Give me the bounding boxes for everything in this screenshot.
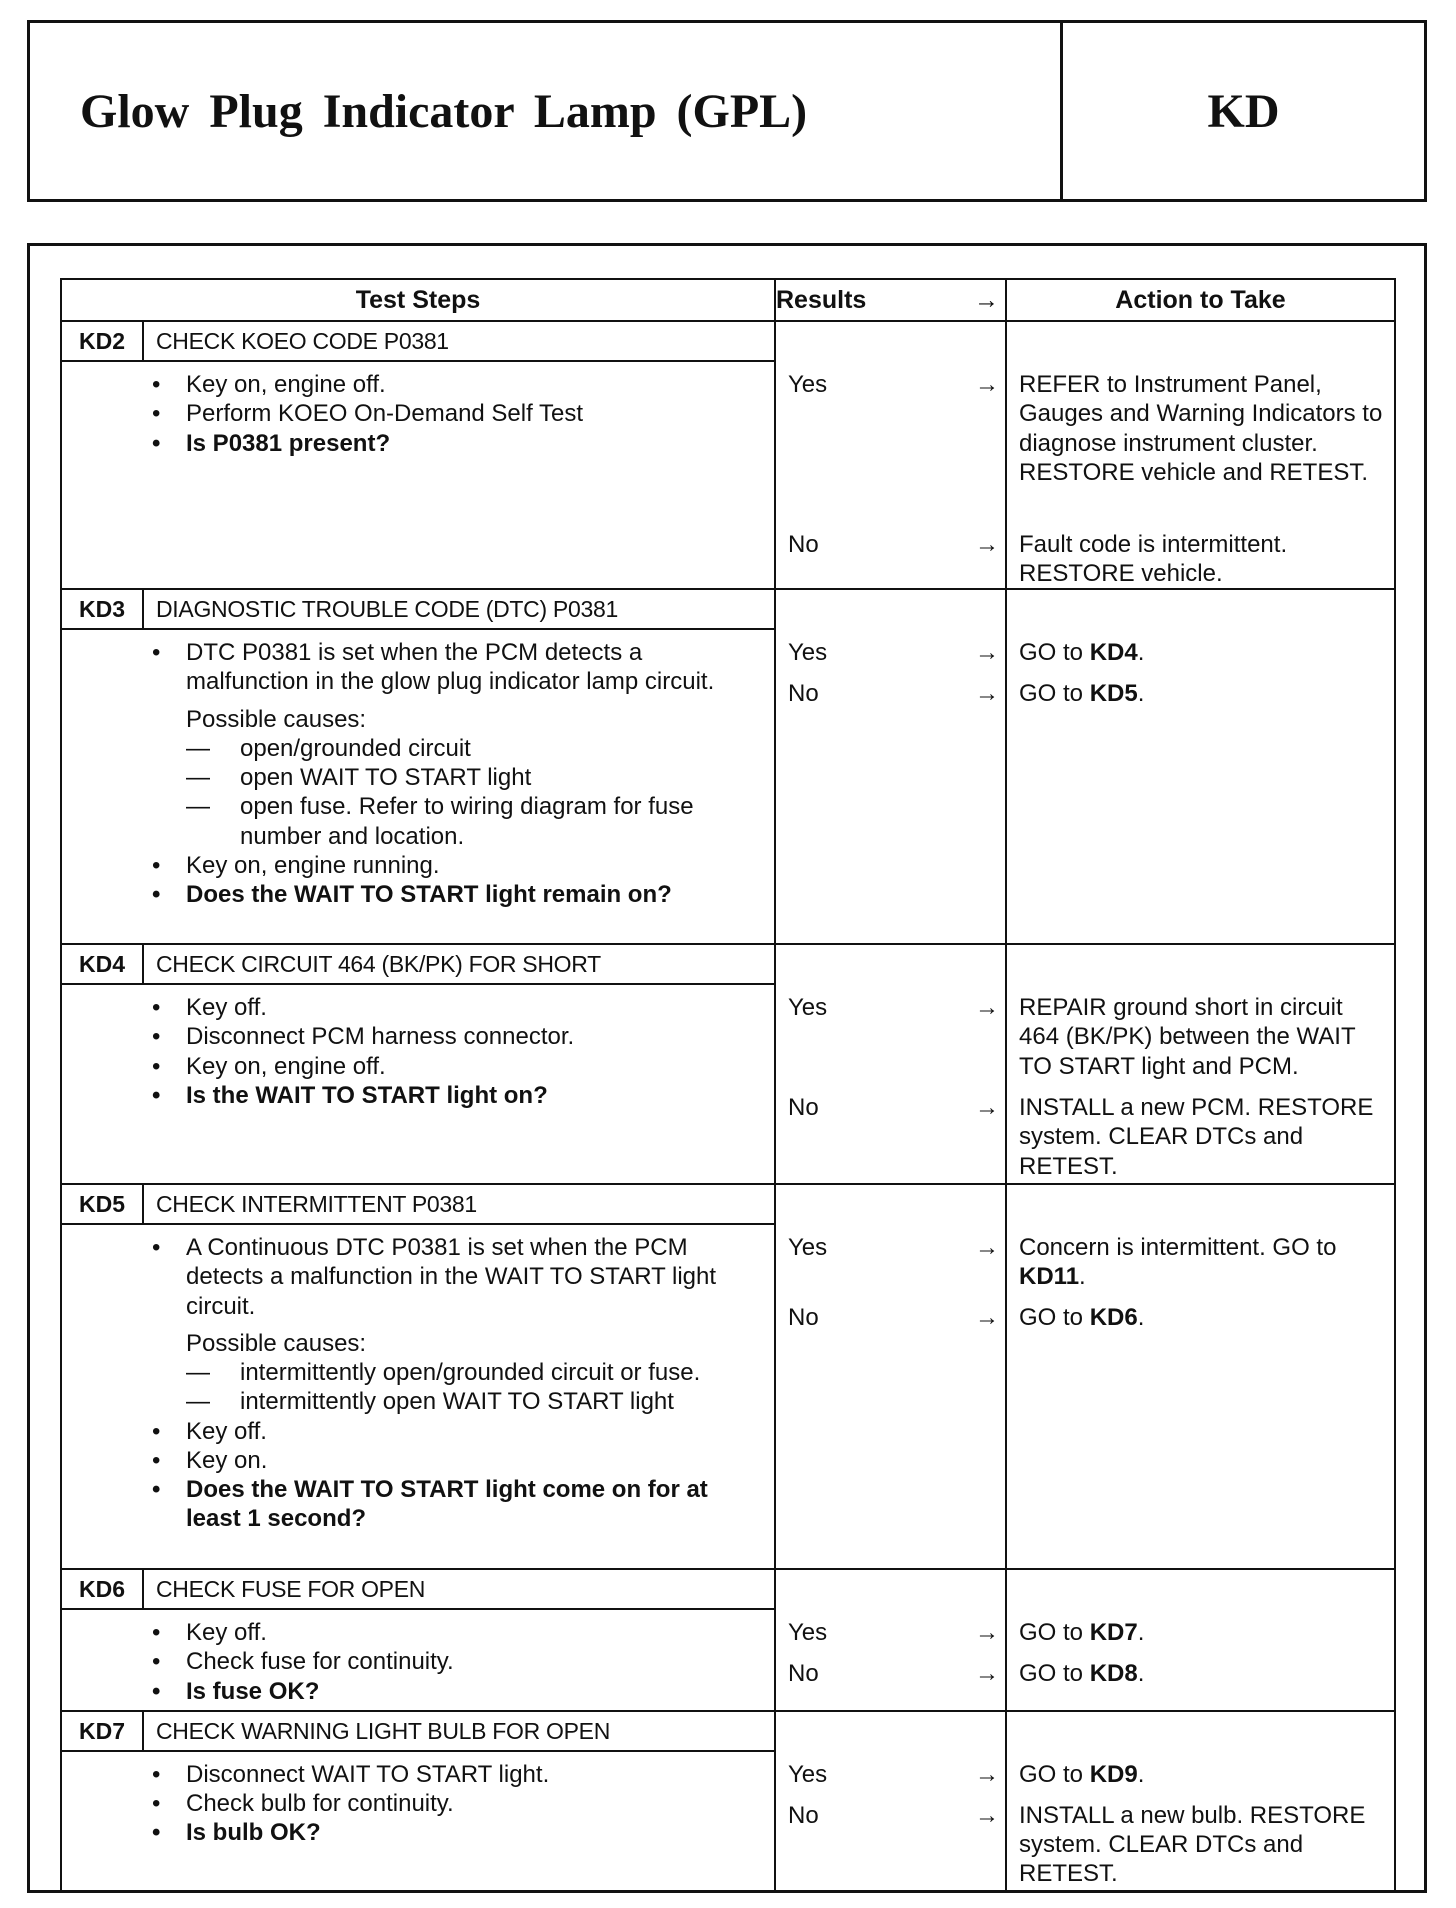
action-cell xyxy=(1006,944,1395,1184)
action-prefix: Concern is intermittent. GO to xyxy=(1019,1234,1337,1261)
result-label: No xyxy=(788,1801,819,1829)
action-prefix: GO to xyxy=(1019,1760,1090,1788)
action-text: REFER to Instrument Panel, Gauges and Warning Indicators to diagnose instrument cluster. RESTORE vehicle and RETEST. xyxy=(1019,371,1383,486)
action-suffix: . xyxy=(1137,1660,1145,1687)
result-label: Yes xyxy=(788,1760,828,1788)
page-header xyxy=(27,20,1427,202)
action-text xyxy=(1019,1303,1386,1332)
step-bullet: • Key off. xyxy=(144,1618,754,1647)
result-label: Yes xyxy=(788,994,828,1021)
step-bullet: • Key off. xyxy=(144,1417,754,1446)
action-cell xyxy=(1006,1711,1395,1891)
step-id: KD3 xyxy=(62,590,144,628)
cause-item: — open fuse. Refer to wiring diagram for fuse number and location. xyxy=(144,792,754,851)
action-cell xyxy=(1006,1569,1395,1711)
action-text xyxy=(1019,679,1386,708)
arrow-icon: → xyxy=(975,1760,999,1788)
action-prefix: GO to xyxy=(1019,680,1090,707)
table-row xyxy=(61,1184,1395,1569)
step-question: • Is fuse OK? xyxy=(144,1677,754,1706)
action-text xyxy=(1019,1233,1386,1292)
action-text: REPAIR ground short in circuit 464 (BK/PK) between the WAIT TO START light and PCM. xyxy=(1019,994,1356,1080)
action-suffix: . xyxy=(1137,1619,1145,1646)
action-suffix: . xyxy=(1137,680,1145,707)
causes-label: Possible causes: xyxy=(186,1329,367,1357)
step-kd5 xyxy=(61,1184,775,1569)
action-text: Fault code is intermittent. RESTORE vehicle. xyxy=(1019,531,1288,588)
step-kd3 xyxy=(61,589,775,944)
action-suffix: . xyxy=(1079,1263,1086,1291)
arrow-icon: → xyxy=(975,639,999,666)
action-prefix: GO to xyxy=(1019,1619,1090,1646)
step-title: CHECK CIRCUIT 464 (BK/PK) FOR SHORT xyxy=(156,950,601,977)
arrow-icon: → xyxy=(975,1660,999,1687)
section-code: KD xyxy=(1207,84,1280,138)
step-bullet: • Key on, engine off. xyxy=(144,1052,754,1081)
step-bullet: • Disconnect WAIT TO START light. xyxy=(144,1760,754,1789)
step-question: • Is bulb OK? xyxy=(144,1818,754,1847)
step-bullet: • Key off. xyxy=(144,993,754,1022)
step-bullet: • Check bulb for continuity. xyxy=(144,1789,754,1818)
table-header-row xyxy=(61,279,1395,321)
action-prefix: GO to xyxy=(1019,639,1090,666)
results-cell xyxy=(775,589,1006,944)
step-id: KD7 xyxy=(62,1712,144,1750)
table-row xyxy=(61,589,1395,944)
step-reference: KD11 xyxy=(1019,1263,1080,1291)
action-cell xyxy=(1006,321,1395,589)
cause-item: — open/grounded circuit xyxy=(144,734,754,763)
result-label: No xyxy=(788,1660,819,1687)
step-bullet: • Check fuse for continuity. xyxy=(144,1647,754,1676)
step-id: KD5 xyxy=(62,1185,144,1223)
causes-label: Possible causes: xyxy=(186,705,367,733)
results-cell xyxy=(775,1569,1006,1711)
action-text xyxy=(1019,638,1386,667)
results-cell xyxy=(775,321,1006,589)
action-prefix: GO to xyxy=(1019,1304,1090,1331)
step-bullet: • DTC P0381 is set when the PCM detects a malfunction in the glow plug indicator lamp circuit. xyxy=(144,638,754,697)
arrow-icon: → xyxy=(975,531,999,558)
cause-item: — intermittently open WAIT TO START light xyxy=(144,1387,754,1416)
arrow-icon: → xyxy=(975,371,999,398)
step-bullet: • Perform KOEO On-Demand Self Test xyxy=(144,399,754,428)
step-title: DIAGNOSTIC TROUBLE CODE (DTC) P0381 xyxy=(156,595,618,622)
step-kd4 xyxy=(61,944,775,1184)
arrow-icon: → xyxy=(975,680,999,707)
action-text xyxy=(1019,1760,1386,1789)
results-cell xyxy=(775,944,1006,1184)
step-bullet: • Key on, engine running. xyxy=(144,851,754,880)
test-steps-table xyxy=(60,278,1396,1892)
step-reference: KD5 xyxy=(1089,680,1138,707)
arrow-icon: → xyxy=(974,285,999,314)
step-question: • Does the WAIT TO START light come on for at least 1 second? xyxy=(144,1475,754,1534)
action-text: INSTALL a new PCM. RESTORE system. CLEAR DTCs and RETEST. xyxy=(1019,1094,1374,1180)
arrow-icon: → xyxy=(975,1094,999,1121)
table-row xyxy=(61,1711,1395,1891)
step-reference: KD8 xyxy=(1089,1660,1138,1687)
cause-item: — open WAIT TO START light xyxy=(144,763,754,792)
action-cell xyxy=(1006,589,1395,944)
step-bullet: • Disconnect PCM harness connector. xyxy=(144,1022,754,1051)
step-kd6 xyxy=(61,1569,775,1711)
step-bullet: • Key on. xyxy=(144,1446,754,1475)
arrow-icon: → xyxy=(975,1304,999,1331)
results-cell xyxy=(775,1711,1006,1891)
result-label: Yes xyxy=(788,1234,828,1261)
step-reference: KD7 xyxy=(1089,1619,1138,1646)
arrow-icon: → xyxy=(975,1234,999,1261)
action-suffix: . xyxy=(1137,1304,1145,1331)
step-question: • Is the WAIT TO START light on? xyxy=(144,1081,754,1110)
step-title: CHECK INTERMITTENT P0381 xyxy=(156,1190,477,1217)
result-label: No xyxy=(788,1304,819,1331)
step-title: CHECK KOEO CODE P0381 xyxy=(156,327,449,354)
column-header-action: Action to Take xyxy=(1006,279,1395,321)
table-row xyxy=(61,321,1395,589)
cause-item: — intermittently open/grounded circuit or fuse. xyxy=(144,1358,754,1387)
action-text: INSTALL a new bulb. RESTORE system. CLEAR DTCs and RETEST. xyxy=(1019,1801,1366,1888)
arrow-icon: → xyxy=(975,994,999,1021)
action-suffix: . xyxy=(1137,1760,1145,1788)
step-id: KD6 xyxy=(62,1570,144,1608)
step-reference: KD4 xyxy=(1089,639,1138,666)
arrow-icon: → xyxy=(975,1619,999,1646)
action-text xyxy=(1019,1618,1386,1647)
step-id: KD2 xyxy=(62,322,144,360)
arrow-icon: → xyxy=(975,1801,999,1829)
column-header-results xyxy=(775,279,1006,321)
result-label: Yes xyxy=(788,639,828,666)
step-bullet: • Key on, engine off. xyxy=(144,370,754,399)
action-suffix: . xyxy=(1137,639,1145,666)
action-prefix: GO to xyxy=(1019,1660,1090,1687)
step-reference: KD6 xyxy=(1089,1304,1138,1331)
step-question: • Does the WAIT TO START light remain on? xyxy=(144,880,754,909)
result-label: Yes xyxy=(788,371,828,398)
action-cell xyxy=(1006,1184,1395,1569)
table-row xyxy=(61,944,1395,1184)
column-header-test-steps: Test Steps xyxy=(61,279,775,321)
action-text xyxy=(1019,1659,1386,1688)
result-label: No xyxy=(788,1094,819,1121)
step-kd2 xyxy=(61,321,775,589)
step-title: CHECK FUSE FOR OPEN xyxy=(156,1575,426,1602)
results-header-label: Results xyxy=(776,285,867,314)
step-bullet: • A Continuous DTC P0381 is set when the PCM detects a malfunction in the WAIT TO START light circuit. xyxy=(144,1233,754,1321)
step-question: • Is P0381 present? xyxy=(144,429,754,458)
step-kd7 xyxy=(61,1711,775,1891)
step-title: CHECK WARNING LIGHT BULB FOR OPEN xyxy=(156,1717,610,1744)
table-row xyxy=(61,1569,1395,1711)
results-cell xyxy=(775,1184,1006,1569)
result-label: No xyxy=(788,680,819,707)
step-id: KD4 xyxy=(62,945,144,983)
result-label: No xyxy=(788,531,819,558)
step-reference: KD9 xyxy=(1089,1760,1138,1788)
page-title: Glow Plug Indicator Lamp (GPL) xyxy=(30,23,1063,199)
result-label: Yes xyxy=(788,1619,828,1646)
